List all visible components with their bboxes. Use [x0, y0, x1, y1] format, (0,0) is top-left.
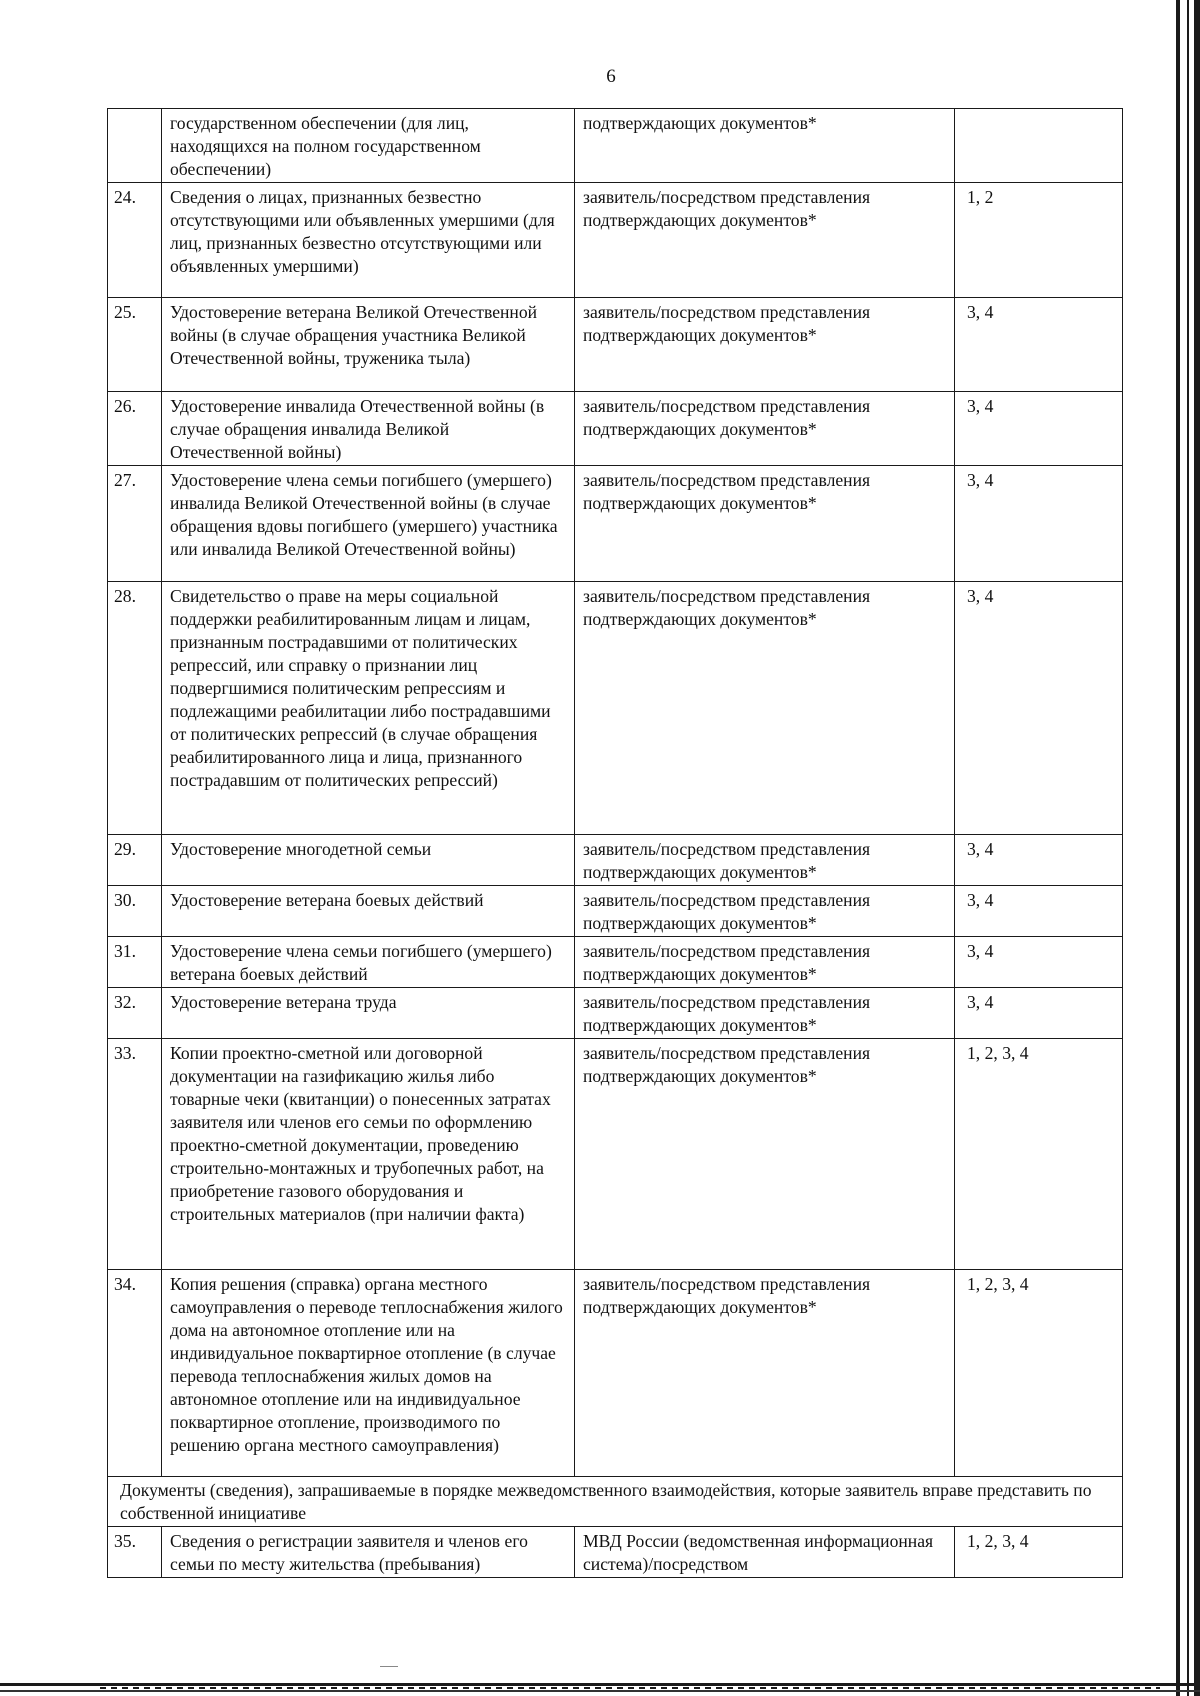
- document-source: заявитель/посредством представления подтверждающих документов*: [575, 298, 955, 392]
- row-number: 33.: [108, 1039, 162, 1270]
- row-number: 27.: [108, 466, 162, 582]
- applicant-category-codes: [955, 109, 1123, 183]
- table-row: [108, 1270, 1123, 1477]
- document-source: заявитель/посредством представления подтверждающих документов*: [575, 183, 955, 298]
- row-number: 32.: [108, 988, 162, 1039]
- document-name: Сведения о регистрации заявителя и членов его семьи по месту жительства (пребывания): [162, 1527, 575, 1578]
- row-number: 24.: [108, 183, 162, 298]
- table-row: [108, 886, 1123, 937]
- applicant-category-codes: 3, 4: [955, 582, 1123, 835]
- table-row: [108, 988, 1123, 1039]
- scan-speck: [380, 1666, 398, 1667]
- page-number: 6: [606, 66, 616, 87]
- document-source: подтверждающих документов*: [575, 109, 955, 183]
- row-number: 35.: [108, 1527, 162, 1578]
- table-row: [108, 183, 1123, 298]
- table-row: [108, 466, 1123, 582]
- applicant-category-codes: 3, 4: [955, 988, 1123, 1039]
- document-name: Удостоверение ветерана Великой Отечественной войны (в случае обращения участника Великой Отечественной войны, труженика тыла): [162, 298, 575, 392]
- document-name: государственном обеспечении (для лиц, находящихся на полном государственном обеспечении): [162, 109, 575, 183]
- table-row: [108, 1527, 1123, 1578]
- applicant-category-codes: 3, 4: [955, 466, 1123, 582]
- scan-edge-line: [1176, 0, 1180, 1696]
- applicant-category-codes: 3, 4: [955, 298, 1123, 392]
- scan-edge-marks: [100, 1687, 1160, 1689]
- row-number: 34.: [108, 1270, 162, 1477]
- document-name: Удостоверение члена семьи погибшего (умершего) ветерана боевых действий: [162, 937, 575, 988]
- section-heading-row: [108, 1477, 1123, 1527]
- table-row: [108, 298, 1123, 392]
- document-name: Удостоверение многодетной семьи: [162, 835, 575, 886]
- applicant-category-codes: 1, 2: [955, 183, 1123, 298]
- table-row: [108, 937, 1123, 988]
- document-name: Удостоверение ветерана труда: [162, 988, 575, 1039]
- document-name: Свидетельство о праве на меры социальной поддержки реабилитированным лицам и лицам, признанным пострадавшими от политических репрессий, или справку о признании лиц подвергшимися политическим репрессиям и подлежащими реабилитации либо пострадавшими от политических репрессий (в случае обращения реабилитированного лица и лица, признанного пострадавшим от политических репрессий): [162, 582, 575, 835]
- applicant-category-codes: 1, 2, 3, 4: [955, 1270, 1123, 1477]
- document-name: Удостоверение ветерана боевых действий: [162, 886, 575, 937]
- applicant-category-codes: 1, 2, 3, 4: [955, 1039, 1123, 1270]
- document-source: заявитель/посредством представления подтверждающих документов*: [575, 988, 955, 1039]
- row-number: 30.: [108, 886, 162, 937]
- applicant-category-codes: 3, 4: [955, 392, 1123, 466]
- document-name: Удостоверение члена семьи погибшего (умершего) инвалида Великой Отечественной войны (в случае обращения вдовы погибшего (умершего) участника или инвалида Великой Отечественной войны): [162, 466, 575, 582]
- row-number: 28.: [108, 582, 162, 835]
- document-source: заявитель/посредством представления подтверждающих документов*: [575, 835, 955, 886]
- document-source: заявитель/посредством представления подтверждающих документов*: [575, 582, 955, 835]
- applicant-category-codes: 3, 4: [955, 835, 1123, 886]
- document-source: заявитель/посредством представления подтверждающих документов*: [575, 886, 955, 937]
- document-name: Копии проектно-сметной или договорной документации на газификацию жилья либо товарные чеки (квитанции) о понесенных затратах заявителя или членов его семьи по оформлению проектно-сметной документации, проведению строительно-монтажных и трубопечных работ, на приобретение газового оборудования и строительных материалов (при наличии факта): [162, 1039, 575, 1270]
- section-heading: Документы (сведения), запрашиваемые в порядке межведомственного взаимодействия, которые заявитель вправе представить по собственной инициативе: [108, 1477, 1123, 1527]
- table-row: [108, 1039, 1123, 1270]
- scan-edge-line: [0, 1690, 1200, 1692]
- document-source: заявитель/посредством представления подтверждающих документов*: [575, 937, 955, 988]
- document-name: Копия решения (справка) органа местного самоуправления о переводе теплоснабжения жилого дома на автономное отопление или на индивидуальное поквартирное отопление (в случае перевода теплоснабжения жилых домов на автономное отопление или на индивидуальное поквартирное отопление, производимого по решению органа местного самоуправления): [162, 1270, 575, 1477]
- applicant-category-codes: 1, 2, 3, 4: [955, 1527, 1123, 1578]
- documents-table: [107, 108, 1123, 1578]
- document-source: заявитель/посредством представления подтверждающих документов*: [575, 466, 955, 582]
- table-row: [108, 582, 1123, 835]
- scan-edge-line: [1194, 0, 1200, 1696]
- applicant-category-codes: 3, 4: [955, 886, 1123, 937]
- document-source: заявитель/посредством представления подтверждающих документов*: [575, 1270, 955, 1477]
- row-number: [108, 109, 162, 183]
- scan-edge-line: [0, 1683, 1200, 1686]
- table-row: [108, 835, 1123, 886]
- document-name: Сведения о лицах, признанных безвестно отсутствующими или объявленных умершими (для лиц, признанных безвестно отсутствующими или объявленных умершими): [162, 183, 575, 298]
- table-row: [108, 109, 1123, 183]
- applicant-category-codes: 3, 4: [955, 937, 1123, 988]
- row-number: 25.: [108, 298, 162, 392]
- document-source: заявитель/посредством представления подтверждающих документов*: [575, 392, 955, 466]
- document-name: Удостоверение инвалида Отечественной войны (в случае обращения инвалида Великой Отечественной войны): [162, 392, 575, 466]
- row-number: 26.: [108, 392, 162, 466]
- scan-edge-line: [1187, 0, 1189, 1696]
- table-row: [108, 392, 1123, 466]
- document-source: заявитель/посредством представления подтверждающих документов*: [575, 1039, 955, 1270]
- row-number: 29.: [108, 835, 162, 886]
- row-number: 31.: [108, 937, 162, 988]
- document-source: МВД России (ведомственная информационная система)/посредством: [575, 1527, 955, 1578]
